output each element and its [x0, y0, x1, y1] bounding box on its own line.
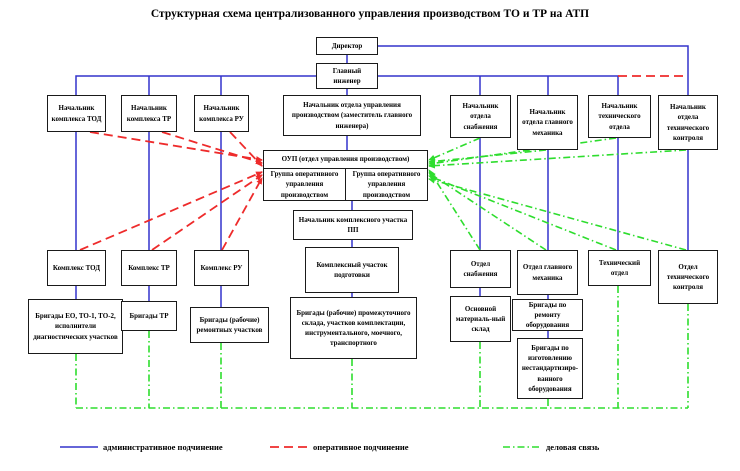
node-oup-block [263, 150, 428, 201]
node-complex-prep-section: Комплексный участок подготовки [305, 247, 399, 293]
node-oup-group-right: Группа оперативного управления производством [345, 169, 427, 200]
node-chief-engineer: Главный инженер [316, 63, 378, 89]
node-head-tech-control: Начальник отдела технического контроля [658, 95, 718, 150]
node-head-complex-tod: Начальник комплекса ТОД [47, 95, 106, 132]
node-oup-title: ОУП (отдел управления производством) [264, 151, 427, 169]
node-head-complex-ru: Начальник комплекса РУ [194, 95, 249, 132]
legend [0, 440, 740, 460]
node-director: Директор [316, 37, 378, 55]
node-section-chief-pp: Начальник комплексного участка ПП [293, 210, 413, 240]
node-brigades-repair-sections: Бригады (рабочие) ремонтных участков [190, 307, 269, 343]
node-dept-supply: Отдел снабжения [450, 250, 511, 288]
node-head-complex-tr: Начальник комплекса ТР [121, 95, 177, 132]
legend-label-business: деловая связь [546, 442, 600, 452]
node-dept-tech-control: Отдел технического контроля [658, 250, 718, 304]
node-brigades-tr: Бригады ТР [121, 301, 177, 331]
node-brigades-equipment-repair: Бригады по ремонту оборудования [512, 299, 583, 331]
legend-item-business [503, 440, 599, 454]
node-head-chief-mechanic: Начальник отдела главного механика [517, 95, 578, 150]
node-complex-ru: Комплекс РУ [194, 250, 249, 286]
oup-groups-row [264, 169, 427, 200]
node-brigades-equipment-build: Бригады по изготовлению нестандартизиро-ванного оборудования [517, 338, 583, 399]
node-main-warehouse: Основной материаль-ный склад [450, 296, 511, 342]
node-dept-chief-mechanic: Отдел главного механика [517, 250, 578, 295]
node-complex-tr: Комплекс ТР [121, 250, 177, 286]
node-head-oup: Начальник отдела управления производством (заместитель главного инженера) [283, 95, 421, 136]
legend-line-operational-icon [270, 442, 308, 452]
legend-label-operational: оперативное подчинение [313, 442, 409, 452]
node-head-tech-dept: Начальник технического отдела [588, 95, 651, 138]
legend-line-business-icon [503, 442, 541, 452]
legend-line-administrative-icon [60, 442, 98, 452]
legend-item-administrative [60, 440, 223, 454]
node-oup-group-left: Группа оперативного управления производством [270, 170, 339, 199]
diagram-title: Структурная схема централизованного управления производством ТО и ТР на АТП [150, 8, 590, 20]
node-brigades-warehouse: Бригады (рабочие) промежуточного склада, участков комплектации, инструментального, моечного, транспортного [290, 297, 417, 359]
node-complex-tod: Комплекс ТОД [47, 250, 106, 286]
legend-item-operational [270, 440, 409, 454]
legend-label-administrative: административное подчинение [103, 442, 223, 452]
node-head-supply: Начальник отдела снабжения [450, 95, 511, 138]
node-dept-tech: Технический отдел [588, 250, 651, 286]
node-brigades-eo: Бригады ЕО, ТО-1, ТО-2, исполнители диагностических участков [28, 299, 123, 354]
